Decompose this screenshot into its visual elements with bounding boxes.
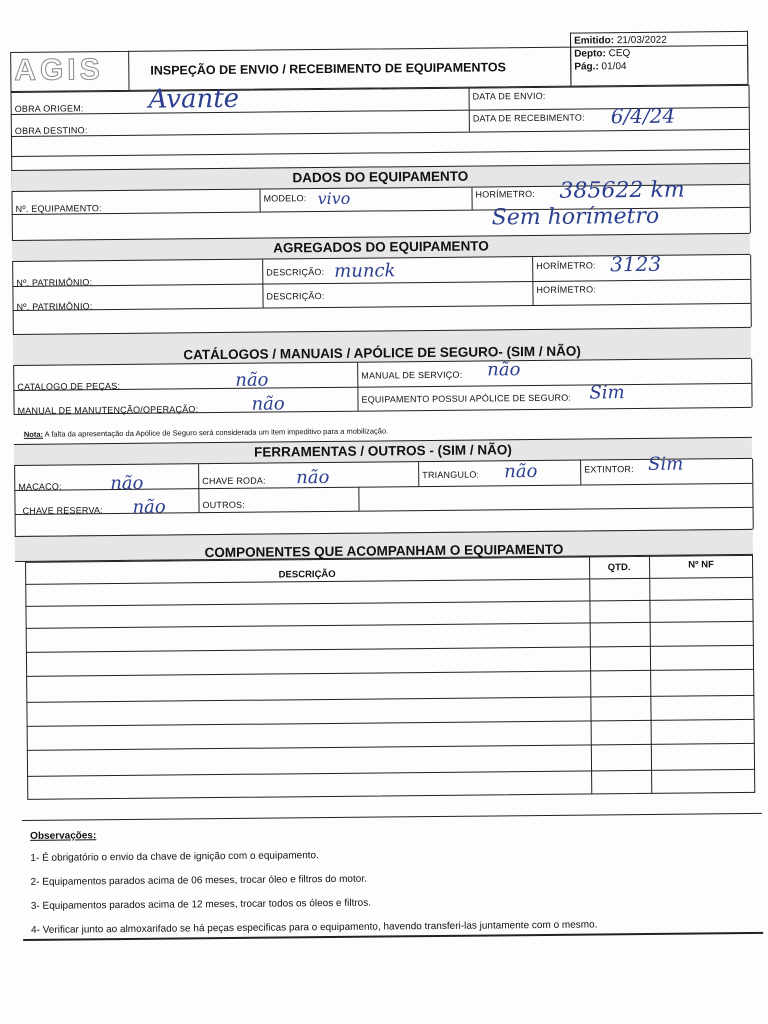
observacoes-title: Observações:: [30, 830, 97, 842]
section-dados-title: DADOS DO EQUIPAMENTO: [11, 163, 749, 192]
triangulo-value: não: [504, 460, 538, 483]
observacoes-box: [22, 813, 763, 941]
manual-manutencao-label: MANUAL DE MANUTENÇÃO/OPERAÇÃO:: [17, 404, 199, 416]
componentes-table: [25, 555, 755, 800]
catalogo-value: não: [235, 369, 269, 391]
descricao-label-1: DESCRIÇÃO:: [266, 266, 325, 278]
horimetro-value: 385622 km: [559, 177, 685, 204]
section-ferramentas-title: FERRAMENTAS / OUTROS - (SIM / NÃO): [14, 437, 752, 466]
data-envio-label: DATA DE ENVIO:: [472, 90, 546, 102]
manual-servico-value: não: [487, 359, 521, 381]
col-nf-header: Nº NF: [688, 559, 714, 571]
form-title: INSPEÇÃO DE ENVIO / RECEBIMENTO DE EQUIPAMENTOS: [150, 60, 506, 78]
observacao-item: 2- Equipamentos parados acima de 06 meses, trocar óleo e filtros do motor.: [30, 873, 367, 888]
observacao-item: 4- Verificar junto ao almoxarifado se há peças especificas para o equipamento, havendo transferi-las juntamente com o mesmo.: [31, 919, 598, 936]
obra-origem-value: Avante: [148, 83, 240, 115]
apolice-label: EQUIPAMENTO POSSUI APÓLICE DE SEGURO:: [361, 392, 572, 405]
apolice-value: Sim: [589, 382, 625, 404]
horimetro-note: Sem horímetro: [491, 203, 660, 231]
company-logo: AGIS: [14, 53, 104, 87]
section-agregados-title: AGREGADOS DO EQUIPAMENTO: [12, 233, 750, 262]
observacao-item: 3- Equipamentos parados acima de 12 meses, trocar todos os óleos e filtros.: [30, 897, 372, 912]
emitido-value: 21/03/2022: [616, 34, 667, 47]
patrimonio-label-2: Nº. PATRIMÔNIO:: [16, 301, 93, 312]
depto-label: Depto:: [574, 48, 606, 60]
horimetro-label-2: HORÍMETRO:: [536, 284, 596, 295]
horimetro-value-1: 3123: [610, 251, 662, 277]
triangulo-label: TRIANGULO:: [422, 469, 480, 481]
macaco-label: MACACO:: [18, 481, 62, 492]
col-qtd-header: QTD.: [607, 562, 631, 574]
patrimonio-label-1: Nº. PATRIMÔNIO:: [16, 277, 93, 288]
catalogo-label: CATALOGO DE PEÇAS:: [17, 380, 121, 392]
macaco-value: não: [110, 472, 144, 495]
horimetro-label: HORÍMETRO:: [475, 188, 536, 200]
extintor-value: Sim: [648, 453, 684, 475]
nota-text: A falta da apresentação da Apólice de Seguro será considerada um item impeditivo para a mobilização.: [44, 426, 389, 439]
chave-reserva-value: não: [132, 496, 166, 518]
outros-label: OUTROS:: [202, 499, 245, 511]
col-descricao-header: DESCRIÇÃO: [278, 568, 336, 581]
observacao-item: 1- É obrigatório o envio da chave de ignição com o equipamento.: [30, 850, 319, 864]
data-recebimento-value: 6/4/24: [610, 103, 676, 129]
chave-reserva-label: CHAVE RESERVA:: [22, 505, 103, 516]
descricao-label-2: DESCRIÇÃO:: [266, 290, 325, 302]
nota-label: Nota:: [23, 429, 44, 439]
chave-roda-label: CHAVE RODA:: [202, 475, 266, 487]
obra-origem-label: OBRA ORIGEM:: [14, 103, 84, 114]
pag-label: Pág.:: [574, 61, 599, 73]
emitido-label: Emitido:: [574, 35, 615, 47]
chave-roda-value: não: [296, 466, 330, 489]
extintor-label: EXTINTOR:: [584, 464, 634, 475]
header-meta: [574, 34, 667, 74]
modelo-value: vivo: [317, 188, 351, 209]
obra-destino-label: OBRA DESTINO:: [14, 125, 88, 136]
data-recebimento-label: DATA DE RECEBIMENTO:: [472, 112, 585, 124]
inspection-form: [10, 31, 755, 800]
numero-equipamento-label: Nº. EQUIPAMENTO:: [15, 203, 102, 214]
modelo-label: MODELO:: [263, 193, 307, 204]
descricao-value-1: munck: [334, 260, 396, 282]
depto-value: CEQ: [608, 48, 631, 60]
section-catalogos-title: CATÁLOGOS / MANUAIS / APÓLICE DE SEGURO- (SIM / NÃO): [13, 327, 751, 366]
section-componentes-title: COMPONENTES QUE ACOMPANHAM O EQUIPAMENTO: [15, 529, 753, 562]
horimetro-label-1: HORÍMETRO:: [536, 260, 596, 271]
manual-servico-label: MANUAL DE SERVIÇO:: [361, 369, 463, 381]
pag-value: 01/04: [601, 61, 627, 73]
nota: [24, 426, 388, 438]
manual-manutencao-value: não: [251, 393, 285, 415]
